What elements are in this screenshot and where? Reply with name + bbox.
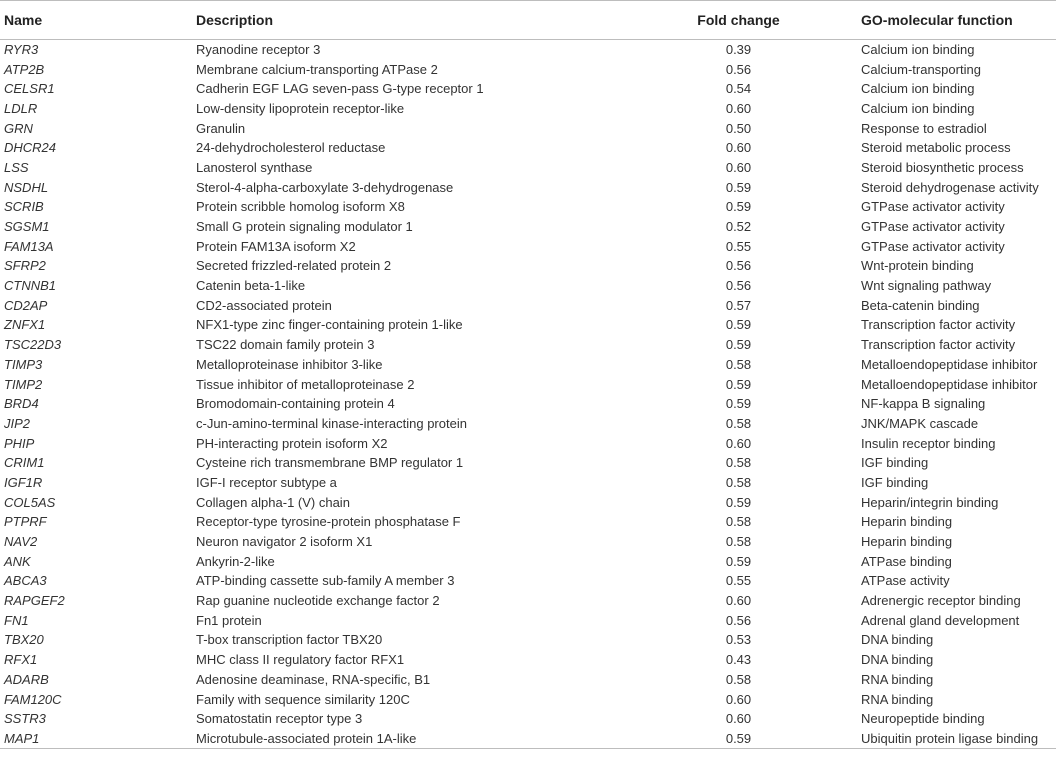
table-row <box>0 236 1056 256</box>
gene-name: ADARB <box>4 671 49 687</box>
go-function: Calcium ion binding <box>861 42 975 58</box>
gene-description: Secreted frizzled-related protein 2 <box>196 258 392 274</box>
gene-name: NSDHL <box>4 179 49 195</box>
table-row <box>0 709 1056 729</box>
fold-change-value: 0.59 <box>725 494 752 510</box>
table-row <box>0 414 1056 434</box>
gene-description: Protein FAM13A isoform X2 <box>196 238 356 254</box>
table-row <box>0 433 1056 453</box>
gene-description: Membrane calcium-transporting ATPase 2 <box>196 61 438 77</box>
gene-name: DHCR24 <box>4 140 57 156</box>
gene-name: COL5AS <box>4 494 56 510</box>
header-row <box>0 1 1056 40</box>
gene-name: ABCA3 <box>4 573 47 589</box>
gene-description: Fn1 protein <box>196 612 262 628</box>
fold-change-value: 0.43 <box>725 652 752 668</box>
gene-name: TIMP3 <box>4 356 43 372</box>
table-row <box>0 591 1056 611</box>
gene-name: NAV2 <box>4 534 38 550</box>
table-row <box>0 394 1056 414</box>
gene-name: CRIM1 <box>4 455 45 471</box>
gene-description: MHC class II regulatory factor RFX1 <box>196 652 405 668</box>
gene-description: Receptor-type tyrosine-protein phosphatase F <box>196 514 461 530</box>
table-row <box>0 59 1056 79</box>
gene-description: Rap guanine nucleotide exchange factor 2 <box>196 593 440 609</box>
go-function: Wnt signaling pathway <box>861 278 992 294</box>
table-row <box>0 177 1056 197</box>
go-function: Neuropeptide binding <box>861 711 985 727</box>
gene-name: SGSM1 <box>4 219 50 235</box>
fold-change-value: 0.60 <box>725 593 752 609</box>
table-row <box>0 295 1056 315</box>
go-function: Heparin binding <box>861 534 953 550</box>
table-row <box>0 630 1056 650</box>
gene-description: Granulin <box>196 120 246 136</box>
fold-change-value: 0.59 <box>725 199 752 215</box>
gene-name: TBX20 <box>4 632 44 648</box>
gene-description: IGF-I receptor subtype a <box>196 474 337 490</box>
header-go-function: GO-molecular function <box>861 1 1056 40</box>
gene-description: Low-density lipoprotein receptor-like <box>196 100 405 116</box>
table-row <box>0 197 1056 217</box>
gene-description: Microtubule-associated protein 1A-like <box>196 729 616 749</box>
table-row <box>0 374 1056 394</box>
table-row <box>0 610 1056 630</box>
gene-description: Neuron navigator 2 isoform X1 <box>196 534 373 550</box>
table-row <box>0 355 1056 375</box>
fold-change-value: 0.59 <box>616 729 861 749</box>
table-row <box>0 551 1056 571</box>
fold-change-value: 0.60 <box>725 435 752 451</box>
fold-change-value: 0.52 <box>725 219 752 235</box>
gene-name: SFRP2 <box>4 258 46 274</box>
table-row <box>0 650 1056 670</box>
gene-description: CD2-associated protein <box>196 297 332 313</box>
gene-name: RAPGEF2 <box>4 593 65 609</box>
gene-description: ATP-binding cassette sub-family A member 3 <box>196 573 455 589</box>
fold-change-value: 0.58 <box>725 534 752 550</box>
gene-name: FAM13A <box>4 238 54 254</box>
header-description: Description <box>196 1 616 40</box>
gene-description: 24-dehydrocholesterol reductase <box>196 140 386 156</box>
go-function: Steroid dehydrogenase activity <box>861 179 1039 195</box>
table-row <box>0 158 1056 178</box>
go-function: Metalloendopeptidase inhibitor <box>861 376 1038 392</box>
go-function: Ubiquitin protein ligase binding <box>861 729 1056 749</box>
gene-name: CTNNB1 <box>4 278 57 294</box>
table-row <box>0 473 1056 493</box>
go-function: Heparin/integrin binding <box>861 494 999 510</box>
header-fold-change: Fold change <box>616 1 861 40</box>
go-function: DNA binding <box>861 632 934 648</box>
go-function: ATPase activity <box>861 573 950 589</box>
gene-name: RYR3 <box>4 42 39 58</box>
fold-change-value: 0.59 <box>725 337 752 353</box>
gene-description: Adenosine deaminase, RNA-specific, B1 <box>196 671 431 687</box>
table-row <box>0 276 1056 296</box>
gene-name: IGF1R <box>4 474 43 490</box>
go-function: IGF binding <box>861 455 929 471</box>
fold-change-value: 0.56 <box>725 278 752 294</box>
go-function: Calcium ion binding <box>861 81 975 97</box>
gene-name: LDLR <box>4 100 38 116</box>
go-function: Response to estradiol <box>861 120 987 136</box>
go-function: Beta-catenin binding <box>861 297 980 313</box>
go-function: RNA binding <box>861 671 934 687</box>
fold-change-value: 0.60 <box>725 159 752 175</box>
table-row <box>0 79 1056 99</box>
go-function: Transcription factor activity <box>861 337 1016 353</box>
table-row <box>0 532 1056 552</box>
fold-change-value: 0.60 <box>725 711 752 727</box>
table-body <box>0 40 1056 749</box>
table-row <box>0 729 1056 749</box>
table-row <box>0 256 1056 276</box>
fold-change-value: 0.58 <box>725 356 752 372</box>
fold-change-value: 0.56 <box>725 612 752 628</box>
table-row <box>0 670 1056 690</box>
gene-description: NFX1-type zinc finger-containing protein 1-like <box>196 317 463 333</box>
gene-name: GRN <box>4 120 33 136</box>
go-function: Adrenergic receptor binding <box>861 593 1021 609</box>
gene-name: TIMP2 <box>4 376 43 392</box>
fold-change-value: 0.59 <box>725 317 752 333</box>
gene-name: SSTR3 <box>4 711 46 727</box>
gene-description: PH-interacting protein isoform X2 <box>196 435 388 451</box>
fold-change-value: 0.59 <box>725 396 752 412</box>
fold-change-value: 0.58 <box>725 514 752 530</box>
gene-description: Metalloproteinase inhibitor 3-like <box>196 356 383 372</box>
gene-description: TSC22 domain family protein 3 <box>196 337 375 353</box>
go-function: Heparin binding <box>861 514 953 530</box>
table-row <box>0 99 1056 119</box>
gene-name: ANK <box>4 553 31 569</box>
go-function: Adrenal gland development <box>861 612 1020 628</box>
go-function: Steroid biosynthetic process <box>861 159 1024 175</box>
gene-name: ATP2B <box>4 61 45 77</box>
gene-name: FN1 <box>4 612 29 628</box>
go-function: Calcium-transporting <box>861 61 981 77</box>
go-function: IGF binding <box>861 474 929 490</box>
go-function: Steroid metabolic process <box>861 140 1011 156</box>
table-row <box>0 492 1056 512</box>
gene-description: c-Jun-amino-terminal kinase-interacting protein <box>196 415 467 431</box>
gene-name: ZNFX1 <box>4 317 46 333</box>
gene-description: Cysteine rich transmembrane BMP regulator 1 <box>196 455 464 471</box>
gene-description: Cadherin EGF LAG seven-pass G-type receptor 1 <box>196 81 484 97</box>
gene-description: T-box transcription factor TBX20 <box>196 632 383 648</box>
go-function: NF-kappa B signaling <box>861 396 986 412</box>
go-function: Metalloendopeptidase inhibitor <box>861 356 1038 372</box>
gene-description: Catenin beta-1-like <box>196 278 306 294</box>
gene-description: Tissue inhibitor of metalloproteinase 2 <box>196 376 415 392</box>
gene-description: Somatostatin receptor type 3 <box>196 711 363 727</box>
gene-name: PTPRF <box>4 514 47 530</box>
fold-change-value: 0.59 <box>725 376 752 392</box>
fold-change-value: 0.39 <box>725 42 752 58</box>
fold-change-value: 0.55 <box>725 573 752 589</box>
fold-change-value: 0.58 <box>725 671 752 687</box>
gene-description: Collagen alpha-1 (V) chain <box>196 494 350 510</box>
go-function: Calcium ion binding <box>861 100 975 116</box>
go-function: RNA binding <box>861 691 934 707</box>
go-function: ATPase binding <box>861 553 952 569</box>
table-row <box>0 512 1056 532</box>
fold-change-value: 0.60 <box>725 691 752 707</box>
fold-change-value: 0.59 <box>725 179 752 195</box>
gene-name: JIP2 <box>4 415 31 431</box>
go-function: DNA binding <box>861 652 934 668</box>
table-row <box>0 335 1056 355</box>
fold-change-value: 0.54 <box>725 81 752 97</box>
table-row <box>0 453 1056 473</box>
fold-change-value: 0.56 <box>725 258 752 274</box>
gene-description: Bromodomain-containing protein 4 <box>196 396 395 412</box>
fold-change-value: 0.58 <box>725 474 752 490</box>
go-function: GTPase activator activity <box>861 219 1005 235</box>
go-function: JNK/MAPK cascade <box>861 415 979 431</box>
go-function: GTPase activator activity <box>861 199 1005 215</box>
gene-name: LSS <box>4 159 29 175</box>
gene-description: Family with sequence similarity 120C <box>196 691 410 707</box>
table-row <box>0 138 1056 158</box>
gene-name: MAP1 <box>0 729 196 749</box>
fold-change-value: 0.57 <box>725 297 752 313</box>
fold-change-value: 0.56 <box>725 61 752 77</box>
table-row <box>0 118 1056 138</box>
fold-change-value: 0.60 <box>725 140 752 156</box>
fold-change-value: 0.50 <box>725 120 752 136</box>
table-row <box>0 571 1056 591</box>
header-name: Name <box>0 1 196 40</box>
gene-description: Lanosterol synthase <box>196 159 313 175</box>
fold-change-value: 0.60 <box>725 100 752 116</box>
fold-change-value: 0.53 <box>725 632 752 648</box>
gene-description: Sterol-4-alpha-carboxylate 3-dehydrogenase <box>196 179 454 195</box>
go-function: GTPase activator activity <box>861 238 1005 254</box>
table-row <box>0 217 1056 237</box>
gene-name: SCRIB <box>4 199 44 215</box>
go-function: Transcription factor activity <box>861 317 1016 333</box>
gene-description: Protein scribble homolog isoform X8 <box>196 199 405 215</box>
gene-description: Ankyrin-2-like <box>196 553 275 569</box>
gene-description: Small G protein signaling modulator 1 <box>196 219 413 235</box>
table-row <box>0 40 1056 60</box>
gene-name: CELSR1 <box>4 81 55 97</box>
gene-name: BRD4 <box>4 396 39 412</box>
gene-description: Ryanodine receptor 3 <box>196 42 321 58</box>
fold-change-value: 0.58 <box>725 455 752 471</box>
fold-change-value: 0.58 <box>725 415 752 431</box>
go-function: Wnt-protein binding <box>861 258 974 274</box>
go-function: Insulin receptor binding <box>861 435 996 451</box>
gene-name: PHIP <box>4 435 35 451</box>
gene-name: FAM120C <box>4 691 62 707</box>
gene-name: RFX1 <box>4 652 38 668</box>
gene-name: TSC22D3 <box>4 337 62 353</box>
table-row <box>0 689 1056 709</box>
table-header <box>0 1 1056 40</box>
fold-change-value: 0.59 <box>725 553 752 569</box>
fold-change-value: 0.55 <box>725 238 752 254</box>
gene-name: CD2AP <box>4 297 48 313</box>
table-row <box>0 315 1056 335</box>
